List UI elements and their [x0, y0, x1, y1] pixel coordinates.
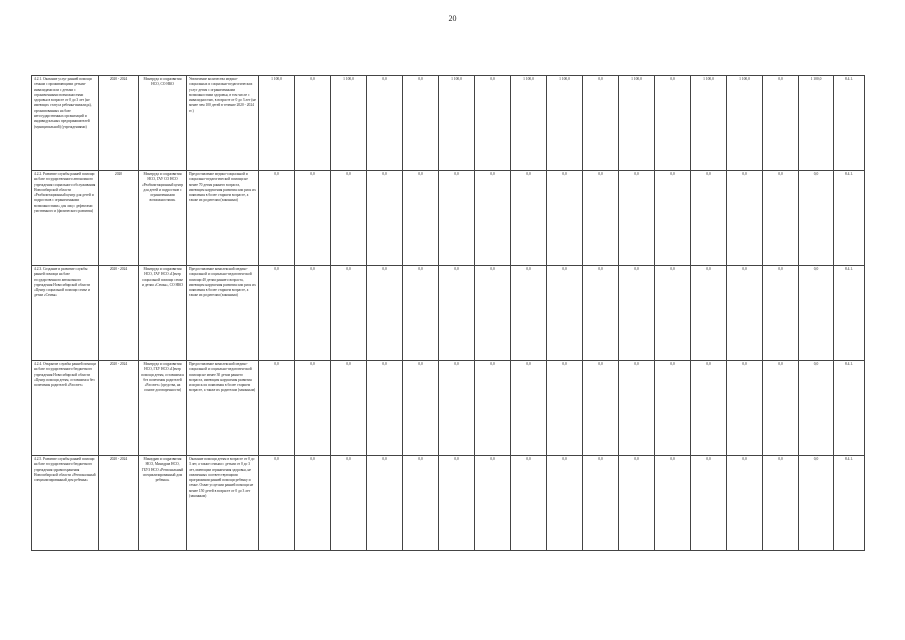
funding-value-cell: 0,0 — [799, 171, 834, 266]
funding-value-cell: 0,0 — [367, 266, 403, 361]
funding-value-cell: 0,0 — [691, 171, 727, 266]
funding-value-cell: 0,0 — [259, 456, 295, 551]
funding-value-cell: 0,0 — [727, 456, 763, 551]
funding-value-cell: 0,0 — [511, 266, 547, 361]
target-code-cell: 8.4.1. — [834, 171, 865, 266]
period-cell: 2020 - 2024 — [99, 266, 139, 361]
funding-value-cell: 0,0 — [799, 456, 834, 551]
funding-value-cell: 0,0 — [331, 456, 367, 551]
funding-value-cell: 0,0 — [511, 456, 547, 551]
funding-value-cell: 0,0 — [727, 171, 763, 266]
target-code-cell: 8.4.1. — [834, 456, 865, 551]
target-code-cell: 8.4.1. — [834, 266, 865, 361]
funding-value-cell: 1 100,0 — [619, 76, 655, 171]
funding-value-cell: 0,0 — [727, 361, 763, 456]
funding-value-cell: 0,0 — [367, 361, 403, 456]
funding-value-cell: 0,0 — [403, 266, 439, 361]
funding-value-cell: 0,0 — [583, 76, 619, 171]
executor-cell: Минтруда и соцразвития НСО, ГАУ НСО «Центр социальной помощи семье и детям «Семья», СО НКО — [139, 266, 187, 361]
target-code-cell: 8.4.1. — [834, 361, 865, 456]
funding-value-cell: 0,0 — [511, 361, 547, 456]
expected-result-cell: Предоставление комплексной медико-социальной и социально-педагогической помощи не менее 30 детям раннего возраста, имеющим нарушения развития или риск их появления в более старшем возрасте, а также их родителям (законным) — [187, 361, 259, 456]
funding-value-cell: 0,0 — [439, 456, 475, 551]
funding-value-cell: 0,0 — [619, 456, 655, 551]
funding-value-cell: 0,0 — [655, 266, 691, 361]
funding-value-cell: 0,0 — [691, 361, 727, 456]
funding-value-cell: 0,0 — [475, 266, 511, 361]
executor-cell: Минтруда и соцразвития НСО, СО НКО — [139, 76, 187, 171]
funding-value-cell: 0,0 — [763, 171, 799, 266]
target-code-cell: 8.4.1. — [834, 76, 865, 171]
funding-value-cell: 0,0 — [475, 361, 511, 456]
funding-value-cell: 0,0 — [763, 266, 799, 361]
funding-value-cell: 0,0 — [619, 361, 655, 456]
funding-value-cell: 0,0 — [619, 171, 655, 266]
funding-value-cell: 0,0 — [655, 456, 691, 551]
funding-value-cell: 0,0 — [295, 76, 331, 171]
funding-value-cell: 0,0 — [295, 266, 331, 361]
funding-value-cell: 0,0 — [331, 171, 367, 266]
expected-result-cell: Оказание помощи детям в возрасте от 0 до 3 лет, а также семьям с детьми от 0 до 3 лет, имеющим ограничения здоровья, не охваченных соответствующими программами ранней помощи ребенку и семье. Охват услугами ранней помощи не менее 150 детей в возрасте от 0 до 3 лет (законным) — [187, 456, 259, 551]
funding-value-cell: 0,0 — [763, 361, 799, 456]
funding-value-cell: 1 100,0 — [547, 76, 583, 171]
expected-result-cell: Предоставление медико-социальной и социально-педагогической помощи не менее 70 детям раннего возраста, имеющим нарушения развития или риск их появления в более старшем возрасте, а также их родителям (законным) — [187, 171, 259, 266]
funding-value-cell: 0,0 — [547, 171, 583, 266]
funding-value-cell: 0,0 — [547, 456, 583, 551]
measure-name-cell: 4.2.3. Создание и развитие службы ранней помощи на базе государственного автономного учреждения Новосибирской области «Центр социальной помощи семье и детям «Семья» — [32, 266, 99, 361]
funding-value-cell: 1 100,0 — [511, 76, 547, 171]
table-row — [32, 171, 865, 266]
funding-value-cell: 0,0 — [655, 76, 691, 171]
period-cell: 2020 - 2024 — [99, 76, 139, 171]
program-measures-table — [31, 75, 865, 551]
funding-value-cell: 0,0 — [403, 171, 439, 266]
funding-value-cell: 1 100,0 — [439, 76, 475, 171]
funding-value-cell: 0,0 — [583, 361, 619, 456]
funding-value-cell: 0,0 — [403, 76, 439, 171]
funding-value-cell: 0,0 — [439, 171, 475, 266]
funding-value-cell: 0,0 — [691, 456, 727, 551]
measure-name-cell: 4.2.1. Оказание услуг ранней помощи семьям с проживающими детьми-инвалидами или с детьми с ограниченными возможностями здоровья в возрасте от 0 до 3 лет (не имеющих статуса ребенка-инвалида), организованных на базе негосударственных организаций и индивидуальных предпринимателей (муниципальной) (учреждениями) — [32, 76, 99, 171]
funding-value-cell: 0,0 — [403, 456, 439, 551]
funding-value-cell: 0,0 — [799, 361, 834, 456]
funding-value-cell: 0,0 — [475, 171, 511, 266]
funding-value-cell: 1 100,0 — [331, 76, 367, 171]
measure-name-cell: 4.2.4. Открытие службы ранней помощи на базе государственного бюджетного учреждения Новосибирской области «Центр помощи детям, оставшимся без попечения родителей «Рассвет» — [32, 361, 99, 456]
period-cell: 2020 - 2024 — [99, 361, 139, 456]
page-number: 20 — [448, 14, 457, 23]
executor-cell: Минздрав и соцразвития НСО, Минздрав НСО, ГБУЗ НСО «Региональный специализированный дом ребенка» — [139, 456, 187, 551]
executor-cell: Минтруда и соцразвития НСО, ГБУ НСО «Центр помощи детям, оставшимся без попечения родителей «Рассвет» (средства, на основе договоренности) — [139, 361, 187, 456]
funding-value-cell: 0,0 — [259, 266, 295, 361]
executor-cell: Минтруда и соцразвития НСО, ГАУ СО НСО «Реабилитационный центр для детей и подростков с ограниченными возможностями» — [139, 171, 187, 266]
funding-value-cell: 0,0 — [583, 171, 619, 266]
table-row — [32, 266, 865, 361]
funding-value-cell: 0,0 — [367, 76, 403, 171]
funding-value-cell: 0,0 — [547, 361, 583, 456]
funding-value-cell: 0,0 — [799, 266, 834, 361]
table-row — [32, 361, 865, 456]
funding-value-cell: 0,0 — [295, 361, 331, 456]
funding-value-cell: 0,0 — [655, 171, 691, 266]
funding-value-cell: 0,0 — [367, 456, 403, 551]
table-row — [32, 456, 865, 551]
funding-value-cell: 0,0 — [439, 361, 475, 456]
funding-value-cell: 0,0 — [583, 266, 619, 361]
period-cell: 2020 - 2024 — [99, 456, 139, 551]
funding-value-cell: 1 100,0 — [727, 76, 763, 171]
funding-value-cell: 1 100,0 — [691, 76, 727, 171]
funding-value-cell: 0,0 — [367, 171, 403, 266]
funding-value-cell: 0,0 — [439, 266, 475, 361]
expected-result-cell: Предоставление комплексной медико-социальной и социально-педагогической помощи 40 детям раннего возраста, имеющим нарушения развития или риск их появления в более старшем возрасте, а также их родителям (законным) — [187, 266, 259, 361]
funding-value-cell: 0,0 — [763, 76, 799, 171]
table-row — [32, 76, 865, 171]
measure-name-cell: 4.2.2. Развитие службы ранней помощи на базе государственного автономного учреждения социального обслуживания Новосибирской области «Реабилитационный центр для детей и подростков с ограниченными возможностями» для лиц с дефектами умственного и (физического развития) — [32, 171, 99, 266]
funding-value-cell: 0,0 — [295, 456, 331, 551]
funding-value-cell: 0,0 — [511, 171, 547, 266]
funding-value-cell: 0,0 — [331, 266, 367, 361]
funding-value-cell: 0,0 — [259, 361, 295, 456]
funding-value-cell: 0,0 — [259, 171, 295, 266]
period-cell: 2020 — [99, 171, 139, 266]
funding-value-cell: 0,0 — [403, 361, 439, 456]
funding-value-cell: 1 100,0 — [259, 76, 295, 171]
funding-value-cell: 0,0 — [763, 456, 799, 551]
funding-value-cell: 0,0 — [619, 266, 655, 361]
funding-value-cell: 1 100,0 — [799, 76, 834, 171]
funding-value-cell: 0,0 — [655, 361, 691, 456]
funding-value-cell: 0,0 — [583, 456, 619, 551]
funding-value-cell: 0,0 — [475, 456, 511, 551]
funding-value-cell: 0,0 — [727, 266, 763, 361]
funding-value-cell: 0,0 — [547, 266, 583, 361]
expected-result-cell: Увеличение количества медико-социальных и социально-педагогических услуг детям с ограниченными возможностями здоровья, в том числе с инвалидностью, в возрасте от 0 до 3 лет (не менее чем 100 детей в течение 2020 - 2024 гг.) — [187, 76, 259, 171]
funding-value-cell: 0,0 — [295, 171, 331, 266]
measure-name-cell: 4.2.5. Развитие службы ранней помощи на базе государственного бюджетного учреждения здравоохранения Новосибирской области «Региональный специализированный дом ребенка» — [32, 456, 99, 551]
funding-value-cell: 0,0 — [691, 266, 727, 361]
funding-value-cell: 0,0 — [331, 361, 367, 456]
funding-value-cell: 0,0 — [475, 76, 511, 171]
